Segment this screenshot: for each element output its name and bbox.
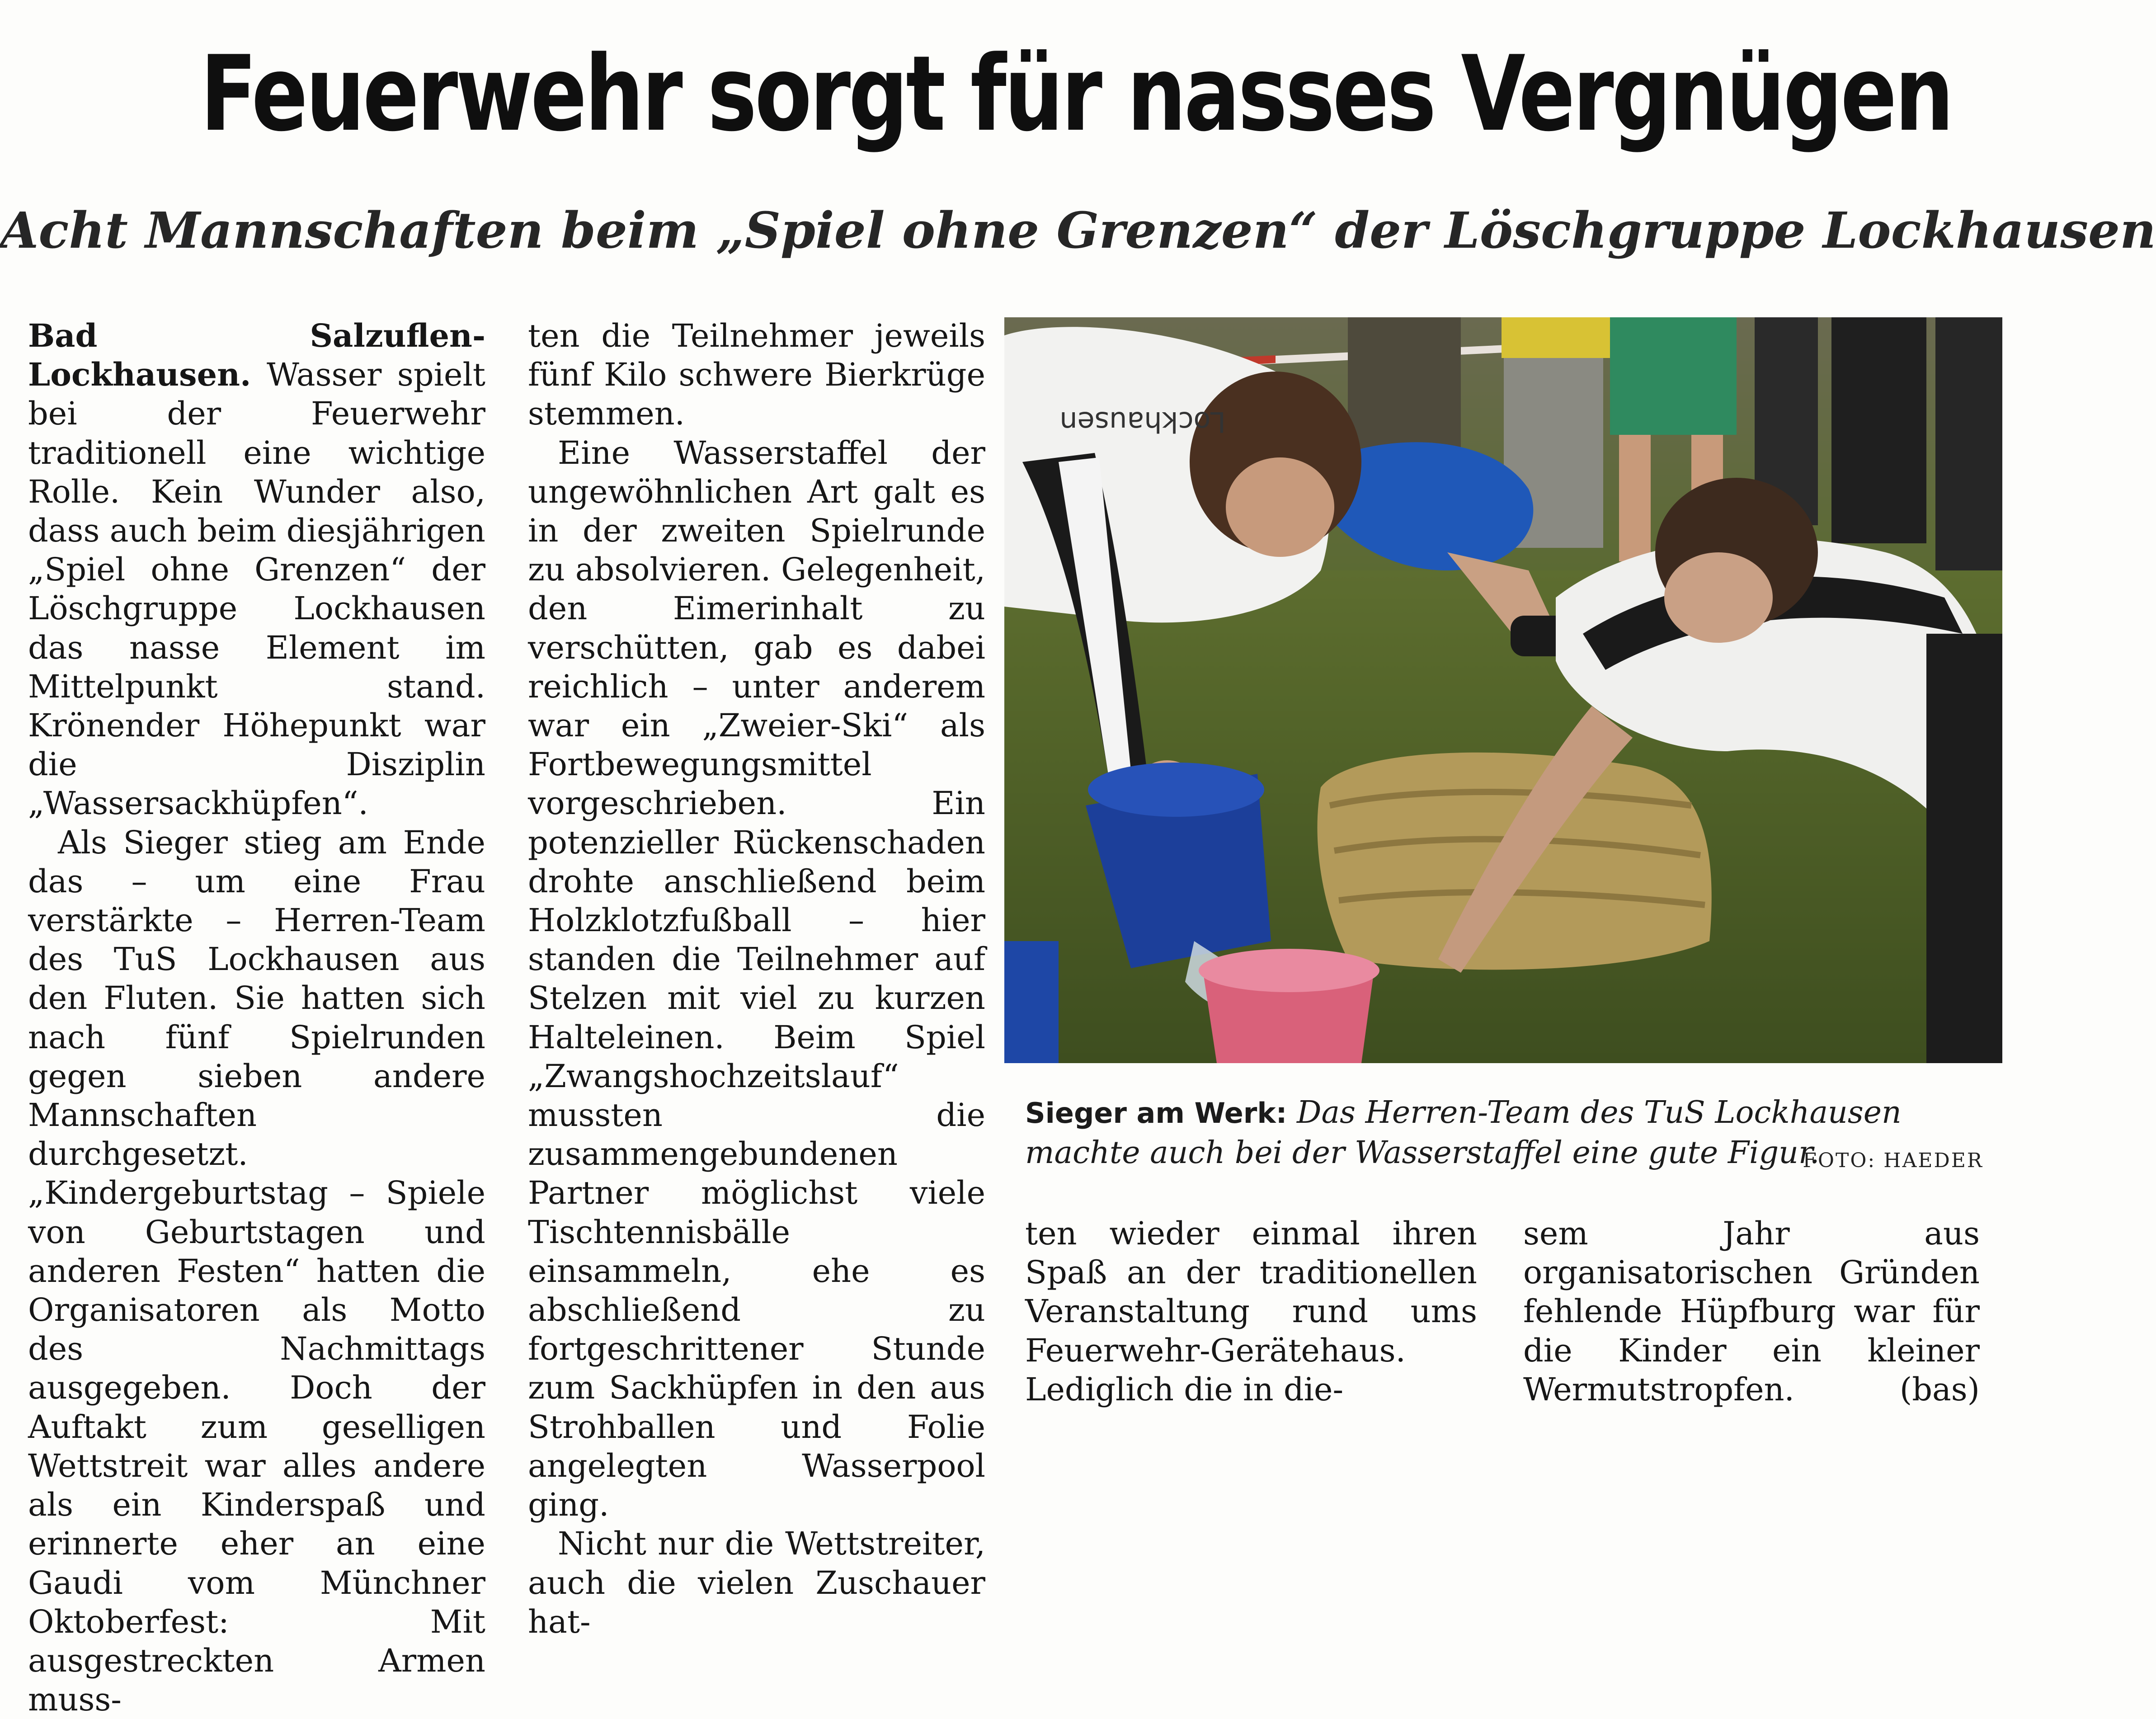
article-column-1: [28, 316, 485, 1719]
paragraph: Eine Wasserstaffel der ungewöhnlichen Art galt es in der zweiten Spielrunde zu absolvieren. Gelegenheit, den Eimerinhalt zu verschütten, gab es dabei reichlich – unter anderem war ein „Zweier-Ski“ als Fortbewegungsmittel vorgeschrieben. Ein potenzieller Rückenschaden drohte anschließend beim Holzklotzfußball – hier standen die Teilnehmer auf Stelzen mit viel zu kurzen Halteleinen. Beim Spiel „Zwangshochzeitslauf“ mussten die zusammengebundenen Partner möglichst viele Tischtennisbälle einsammeln, ehe es abschließend zu fortgeschrittener Stunde zum Sackhüpfen in den aus Strohballen und Folie angelegten Wasserpool ging.: [528, 434, 985, 1524]
caption-text: Das Herren-Team des TuS Lockhausen machte auch bei der Wasserstaffel eine gute Figur.: [1025, 1095, 1902, 1171]
paragraph-text: sem Jahr aus organisatorischen Gründen fehlende Hüpfburg war für die Kinder ein kleiner Wermutstropfen.: [1523, 1215, 1980, 1408]
paragraph: [28, 316, 485, 823]
paragraph: Als Sieger stieg am Ende das – um eine Frau verstärkte – Herren-Team des TuS Lockhausen aus den Fluten. Sie hatten sich nach fünf Spielrunden gegen sieben andere Mannschaften durchgesetzt. „Kindergeburtstag – Spiele von Geburtstagen und anderen Festen“ hatten die Organisatoren als Motto des Nachmittags ausgegeben. Doch der Auftakt zum geselligen Wettstreit war alles andere als ein Kinderspaß und erinnerte eher an eine Gaudi vom Münchner Oktoberfest: Mit ausgestreckten Armen muss-: [28, 824, 485, 1719]
dateline: Bad Salzuflen-Lockhausen.: [28, 317, 485, 394]
subheadline: Acht Mannschaften beim „Spiel ohne Grenzen“ der Löschgruppe Lockhausen: [0, 201, 2156, 259]
paragraph: [1523, 1214, 1980, 1409]
jersey-text: Lockhausen: [1059, 405, 1226, 438]
headline: Feuerwehr sorgt für nasses Vergnügen: [200, 34, 1952, 155]
paragraph: ten die Teilnehmer jeweils fünf Kilo schwere Bierkrüge stemmen.: [528, 317, 985, 433]
caption-lead: Sieger am Werk:: [1025, 1097, 1287, 1130]
article-column-3: [1025, 1214, 1477, 1408]
paragraph: Nicht nur die Wettstreiter, auch die vielen Zuschauer hat-: [528, 1525, 985, 1640]
photo-credit: FOTO: HAEDER: [1803, 1149, 1983, 1172]
article-column-4: [1523, 1214, 1980, 1408]
paragraph-text: Wasser spielt bei der Feuerwehr traditionell eine wichtige Rolle. Kein Wunder also, dass auch beim diesjährigen „Spiel ohne Grenzen“ der Löschgruppe Lockhausen das nasse Element im Mittelpunkt stand. Krönender Höhepunkt war die Disziplin „Wassersackhüpfen“.: [28, 356, 485, 822]
article-photo: [1004, 317, 2002, 1063]
photo-illustration: [1004, 317, 2002, 1063]
paragraph: ten wieder einmal ihren Spaß an der traditionellen Veranstaltung rund ums Feuerwehr-Gerätehaus. Lediglich die in die-: [1025, 1215, 1477, 1408]
article-column-2: [528, 316, 985, 1640]
author-signature: (bas): [1899, 1370, 1980, 1408]
